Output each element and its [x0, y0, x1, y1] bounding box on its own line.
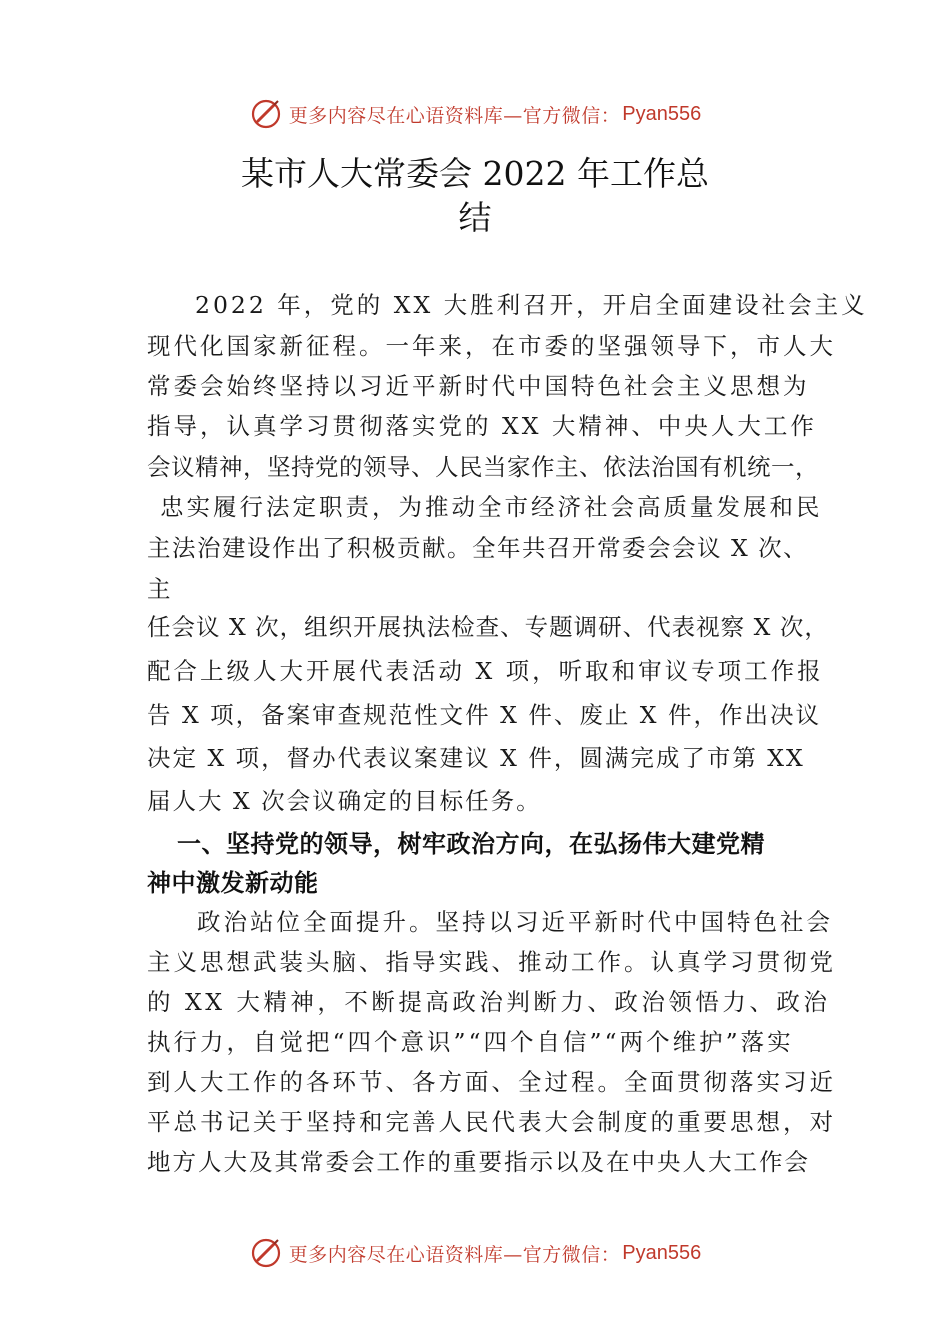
banner-text: 更多内容尽在心语资料库—官方微信：	[288, 104, 621, 127]
paragraph-1-line: 常委会始终坚持以习近平新时代中国特色社会主义思想为	[147, 372, 810, 400]
paragraph-1-line: 告 X 项，备案审查规范性文件 X 件、废止 X 件，作出决议	[147, 701, 822, 729]
banner-wechat-id: Pyan556	[622, 102, 702, 125]
paragraph-1-line: 主法治建设作出了积极贡献。全年共召开常委会会议 X 次、	[147, 534, 809, 562]
document-title	[175, 152, 775, 240]
paragraph-1-line: 忠实履行法定职责，为推动全市经济社会高质量发展和民	[160, 493, 823, 521]
section-heading-line: 神中激发新动能	[147, 869, 319, 897]
paragraph-1-line: 现代化国家新征程。一年来，在市委的坚强领导下，市人大	[147, 332, 836, 360]
title-line-1: 某市人大常委会 2022 年工作总	[241, 154, 709, 193]
paragraph-2-line: 的 XX 大精神，不断提高政治判断力、政治领悟力、政治	[147, 988, 831, 1016]
paragraph-1-line: 配合上级人大开展代表活动 X 项，听取和审议专项工作报	[147, 657, 824, 685]
header-banner	[0, 94, 950, 134]
banner-text: 更多内容尽在心语资料库—官方微信：	[288, 1243, 621, 1266]
paragraph-1-line: 主	[147, 575, 174, 603]
paragraph-1-line: 会议精神，坚持党的领导、人民当家作主、依法治国有机统一，	[147, 453, 819, 481]
paragraph-1-line: 2022 年，党的 XX 大胜利召开，开启全面建设社会主义	[195, 291, 868, 319]
paragraph-2-line: 主义思想武装头脑、指导实践、推动工作。认真学习贯彻党	[147, 948, 836, 976]
title-line-2: 结	[458, 198, 492, 237]
footer-banner	[0, 1233, 950, 1273]
paragraph-2-line: 到人大工作的各环节、各方面、全过程。全面贯彻落实习近	[147, 1068, 836, 1096]
paragraph-1-line: 届人大 X 次会议确定的目标任务。	[147, 787, 542, 815]
paragraph-1-line: 决定 X 项，督办代表议案建议 X 件，圆满完成了市第 XX	[147, 744, 805, 772]
paragraph-2-line: 政治站位全面提升。坚持以习近平新时代中国特色社会	[197, 908, 833, 936]
pen-circle-icon	[249, 1235, 285, 1271]
paragraph-1-line: 任会议 X 次，组织开展执法检查、专题调研、代表视察 X 次，	[147, 613, 829, 641]
paragraph-2-line: 地方人大及其常委会工作的重要指示以及在中央人大工作会	[147, 1148, 810, 1176]
paragraph-2-line: 执行力，自觉把“四个意识”“四个自信”“两个维护”落实	[147, 1028, 794, 1056]
paragraph-1-line: 指导，认真学习贯彻落实党的 XX 大精神、中央人大工作	[147, 412, 817, 440]
banner-wechat-id: Pyan556	[622, 1241, 702, 1264]
pen-circle-icon	[249, 96, 285, 132]
paragraph-2-line: 平总书记关于坚持和完善人民代表大会制度的重要思想，对	[147, 1108, 836, 1136]
section-heading-line: 一、坚持党的领导，树牢政治方向，在弘扬伟大建党精	[177, 830, 765, 858]
